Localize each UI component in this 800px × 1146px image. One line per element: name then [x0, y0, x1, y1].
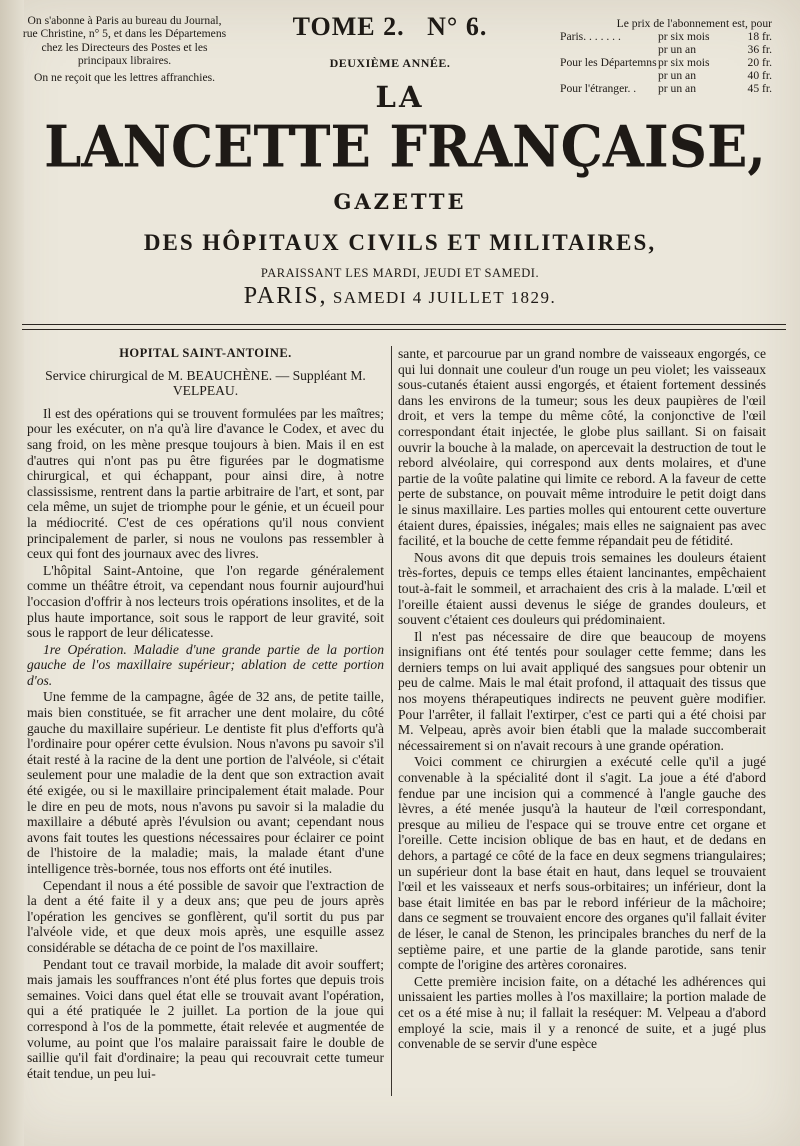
paragraph: sante, et parcourue par un grand nombre de vaisseaux engorgés, ce qui lui donnait une couleur d'un rouge un peu violet; les vaisseaux sous-cutanés étaient aussi engorgés, et étaient fortement dessinés dans les environs de la tumeur; sous les deux paupières de l'œil droit, et vers la tempe du même côté, la conjonctive de l'œil correspondant était injectée, le globe plus saillant. Si on faisait ouvrir la bouche à la malade, on apercevait la destruction de tout le rebord alvéolaire, qui correspond aux dents molaires, et d'une partie de la voûte palatine qui limite ce rebord. A la faveur de cette perte de substance, on pouvait même introduire le petit doigt dans le sinus maxillaire. Les parties molles qui entourent cette ouverture étaient dures, épaissies, inégales; mais elles ne saignaient pas avec facilité, et la bouche de cette femme répandait peu de fétidité. [398, 346, 766, 549]
article-column-right [398, 346, 766, 1053]
paragraph: Pendant tout ce travail morbide, la malade dit avoir souffert; mais jamais les souffrances n'ont été plus fortes que depuis trois semaines. Voici dans quel état elle se trouvait avant l'opération, qui a été pratiquée le 2 juillet. La portion de la joue qui correspond à l'os de la pommette, était relevée et augmentée de volume, au point que l'os malaire paraissait faire le double de saillie qu'il fait d'ordinaire; la peau qui recouvrait cette tumeur était tendue, un peu lui- [27, 956, 384, 1081]
price-place [560, 43, 658, 56]
header-rule-thin [22, 329, 786, 330]
gazette-label: GAZETTE [333, 189, 467, 214]
dateline-city: PARIS, [243, 283, 328, 309]
paragraph: L'hôpital Saint-Antoine, que l'on regarde généralement comme un théâtre étroit, va cependant nous fournir aujourd'hui l'occasion d'offrir à nos lecteurs trois opérations insolites, et de la plus haute importance, soit sous le rapport de leur gravité, soit sous le rapport de leur délicatesse. [27, 562, 384, 641]
service-heading: Service chirurgical de M. BEAUCHÈNE. — Suppléant M. VELPEAU. [45, 367, 366, 399]
price-period: pr six mois [658, 55, 710, 69]
price-place: Paris. . . . . . . [560, 29, 621, 43]
paragraph: Une femme de la campagne, âgée de 32 ans, de petite taille, mais bien constituée, se fit arracher une dent molaire, du côté gauche du maxillaire supérieur. Le dentiste fit plus d'efforts qu'à l'ordinaire pour opérer cette évulsion. Nous n'avons pu savoir s'il était resté à la racine de la dent une portion de l'alvéole, si c'était seulement pour une maladie de la dent que son extraction avait été exigée, ou si le maxillaire principalement était malade. Pour le dire en peu de mots, nous n'avons pu savoir si la maladie du maxillaire a débuté après l'évulsion ou avant; cependant nous avons fait toutes les questions nécessaires pour éclairer ce point de l'histoire de la maladie; mais, la malade étant d'une intelligence très-bornée, tous nos efforts ont été inutiles. [27, 689, 384, 876]
column-divider [391, 346, 392, 1096]
dateline [0, 283, 800, 310]
newspaper-subtitle: DES HÔPITAUX CIVILS ET MILITAIRES, [143, 230, 657, 255]
paragraph: Il est des opérations qui se trouvent formulées par les maîtres; pour les exécuter, on n'a qu'à lire d'avance le Codex, et avec du sang froid, on les mène presque toujours à bien. Mais il en est d'autres qui n'ont pas pu être figurées par le dogmatisme chirurgical, et qui échappant, pour ainsi dire, à notre classissisme, rentrent dans la partie arbitraire de l'art, et sont, par cela même, un sujet de triomphe pour le génie, et un écueil pour la médiocrité. C'est de ces opérations qu'il nous convient principalement de parler, si nous ne voulons pas ressembler à ceux qui font des journaux avec des livres. [27, 405, 384, 562]
paragraph: Cependant il nous a été possible de savoir que l'extraction de la dent a été faite il y a deux ans; que peu de jours après l'opération les gencives se gonflèrent, qu'il sortit du pus par l'alvéole vide, et que deux mois après, une esquille assez considérable se détacha de ce point de l'os maxillaire. [27, 877, 384, 955]
operation-heading: 1re Opération. Maladie d'une grande partie de la portion gauche de l'os maxillaire supérieur; ablation de cette portion d'os. [27, 641, 384, 688]
hospital-heading: HOPITAL SAINT-ANTOINE. [119, 346, 292, 360]
price-amount: 18 fr. [747, 29, 772, 43]
year-label: DEUXIÈME ANNÉE. [329, 56, 451, 70]
price-place: Pour les Départemns [560, 55, 657, 69]
price-amount: 36 fr. [747, 42, 772, 56]
price-row [560, 30, 772, 43]
price-period: pr six mois [658, 29, 710, 43]
paragraph: Nous avons dit que depuis trois semaines les douleurs étaient très-fortes, depuis ce temps elles étaient lancinantes, empêchaient tout-à-fait le sommeil, et arrachaient des cris à la malade. L'œil et l'oreille étaient aussi devenus le siége de grandes douleurs, et souvent c'étaient ces douleurs qui prédominaient. [398, 549, 766, 628]
price-place: Pour l'étranger. . [560, 81, 637, 95]
price-period: pr un an [658, 68, 696, 82]
paragraph: Voici comment ce chirurgien a exécuté celle qu'il a jugé convenable à la spécialité dont il s'agit. La joue a été d'abord fendue par une incision qui a commencé à l'angle gauche des lèvres, a été menée jusqu'à la hauteur de l'œil correspondant, presque au milieu de l'espace qui se trouve entre cet organe et l'oreille. Cette incision oblique de bas en haut, et de dedans en dehors, a partagé ce côté de la face en deux segmens triangulaires; un supérieur dont la base était en haut, dans lequel se trouvaient l'œil et les vaisseaux et nerfs sous-orbitaires; un inférieur, dont la base était limitée en bas par le rebord inférieur de la mâchoire; dans ce segment se trouvaient encore des organes qu'il fallait éviter de léser, le canal de Stenon, les principales branches du nerf de la septième paire, et une partie de la glande parotide, sans tenir compte de l'origine des artères coronaires. [398, 754, 766, 973]
letters-notice: On ne reçoit que les lettres affranchies. [33, 70, 216, 84]
price-period: pr un an [658, 42, 696, 56]
header-rule [22, 324, 786, 325]
price-period: pr un an [658, 81, 696, 95]
volume-number: TOME 2. N° 6. [292, 12, 488, 41]
subscription-notice [22, 14, 227, 84]
price-title: Le prix de l'abonnement est, pour [616, 17, 772, 30]
paragraph: Il n'est pas nécessaire de dire que beaucoup de moyens insignifians ont été tentés pour soulager cette femme; dans les derniers temps on lui avait appliqué des sangsues pour obtenir un peu de calme. Mais le mal était profond, il attaquait des tissus que nos moyens thérapeutiques indirects ne peuvent guère modifier. Pour l'arrêter, il fallait l'extirper, c'est ce parti qui a été choisi par M. Velpeau, après avoir bien établi que la malade succomberait nécessairement si on n'avait recours à une grande opération. [398, 628, 766, 753]
newspaper-title: LANCETTE FRANÇAISE, [44, 113, 766, 181]
subscription-address: On s'abonne à Paris au bureau du Journal, rue Christine, n° 5, et dans les Départemens chez les Directeurs des Postes et les principaux libraires. [22, 14, 227, 68]
paragraph: Cette première incision faite, on a détaché les adhérences qui unissaient les parties molles à l'os maxillaire; la portion malade de cet os a été mise à nu; il fallait la reséquer: M. Velpeau a d'abord employé la scie, mais il y a renoncé de suite, et a jugé plus convenable de se servir d'une espèce [398, 973, 766, 1052]
price-row [560, 56, 772, 69]
price-amount: 40 fr. [747, 68, 772, 82]
title-article: LA [375, 80, 425, 114]
price-amount: 20 fr. [747, 55, 772, 69]
price-amount: 45 fr. [747, 81, 772, 95]
dateline-date: SAMEDI 4 JUILLET 1829. [332, 288, 557, 307]
article-column-left [27, 346, 384, 1082]
price-row [560, 43, 772, 56]
publication-days: PARAISSANT LES MARDI, JEUDI ET SAMEDI. [260, 266, 540, 280]
